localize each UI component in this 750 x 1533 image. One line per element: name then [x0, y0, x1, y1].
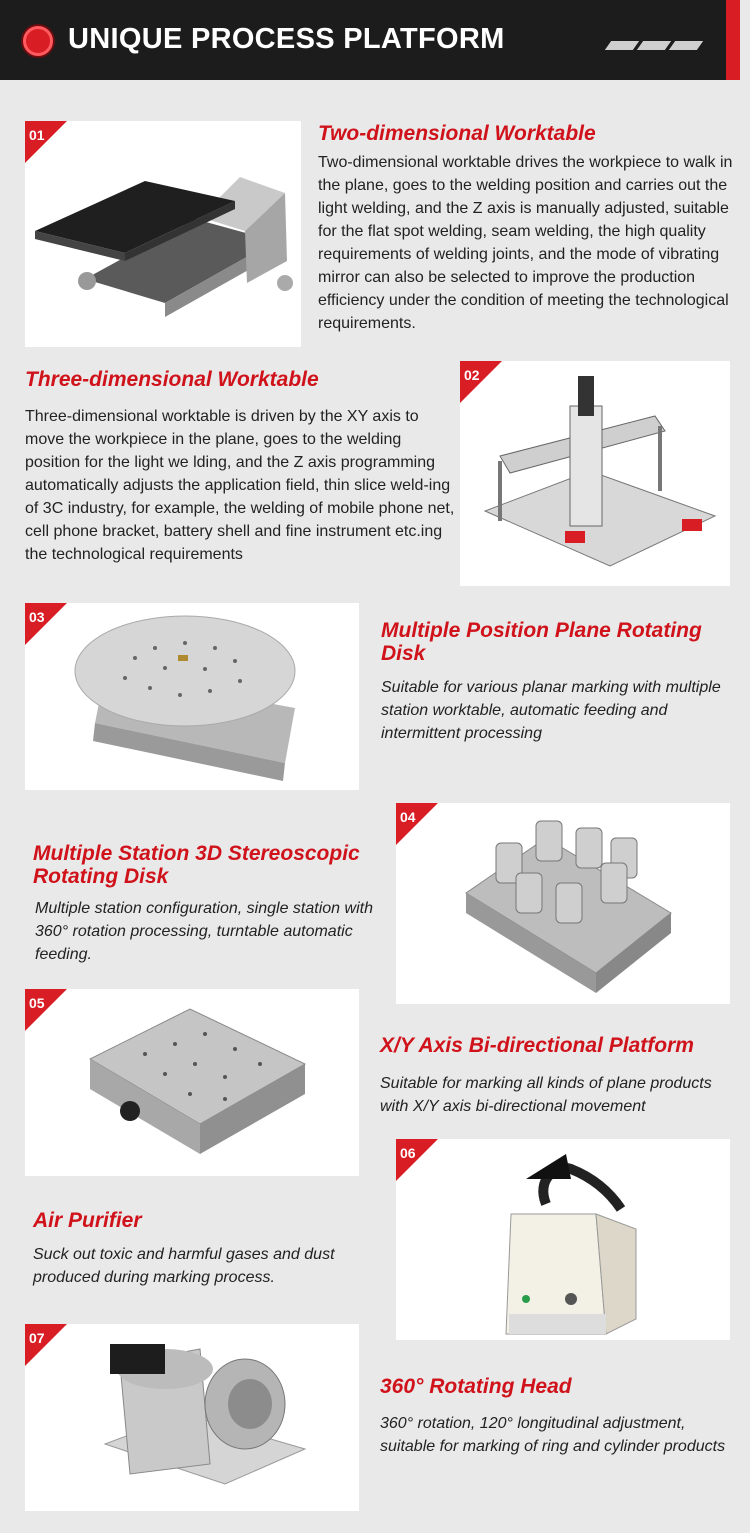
product-image-07 [25, 1324, 359, 1511]
badge-number: 05 [29, 995, 45, 1011]
badge-number: 06 [400, 1145, 416, 1161]
product-image-06 [396, 1139, 730, 1340]
item-title-07: 360° Rotating Head [380, 1375, 572, 1398]
item-title-05: X/Y Axis Bi-directional Platform [380, 1034, 694, 1057]
item-desc-05: Suitable for marking all kinds of plane products with X/Y axis bi-directional movement [380, 1075, 712, 1115]
badge-number: 07 [29, 1330, 45, 1346]
item-desc-03: Suitable for various planar marking with multiple station worktable, automatic feeding and intermittent processing [381, 679, 721, 742]
item-desc-02: Three-dimensional worktable is driven by the XY axis to move the workpiece in the plane, goes to the welding position for the light we lding, and the Z axis programming automatically adjusts the application field, thin slice weld-ing of 3C industry, for example, the welding of mobile phone net, cell phone bracket, battery shell and fine instrument etc.ing the technological requirements [25, 408, 455, 563]
item-desc-07: 360° rotation, 120° longitudinal adjustment, suitable for marking of ring and cylinder products [380, 1415, 726, 1455]
item-title-04: Multiple Station 3D Stereoscopic Rotating Disk [33, 842, 360, 888]
item-title-01: Two-dimensional Worktable [318, 122, 596, 145]
product-image-01 [25, 121, 301, 347]
badge-number: 01 [29, 127, 45, 143]
page-title: UNIQUE PROCESS PLATFORM [68, 23, 505, 55]
badge-number: 02 [464, 367, 480, 383]
section-header [0, 0, 740, 80]
red-accent-bar [726, 0, 740, 80]
dash-decoration-icon [608, 37, 704, 55]
product-image-05 [25, 989, 359, 1176]
product-image-02 [460, 361, 730, 586]
item-title-02: Three-dimensional Worktable [25, 368, 319, 391]
badge-number: 04 [400, 809, 416, 825]
badge-number: 03 [29, 609, 45, 625]
product-image-04 [396, 803, 730, 1004]
item-desc-06: Suck out toxic and harmful gases and dust produced during marking process. [33, 1246, 335, 1286]
item-desc-04: Multiple station configuration, single station with 360° rotation processing, turntable automatic feeding. [35, 900, 373, 963]
item-desc-01: Two-dimensional worktable drives the workpiece to walk in the plane, goes to the welding position and carries out the light welding, and the Z axis is manually adjusted, suitable for the flat spot welding, seam welding, the high quality requirements of welding joints, and the mode of vibrating mirror can also be selected to improve the production efficiency under the condition of meeting the technological requirements. [318, 154, 733, 332]
item-title-03: Multiple Position Plane Rotating Disk [381, 619, 702, 665]
product-image-03 [25, 603, 359, 790]
item-title-06: Air Purifier [33, 1209, 142, 1232]
red-circle-icon [23, 26, 53, 56]
